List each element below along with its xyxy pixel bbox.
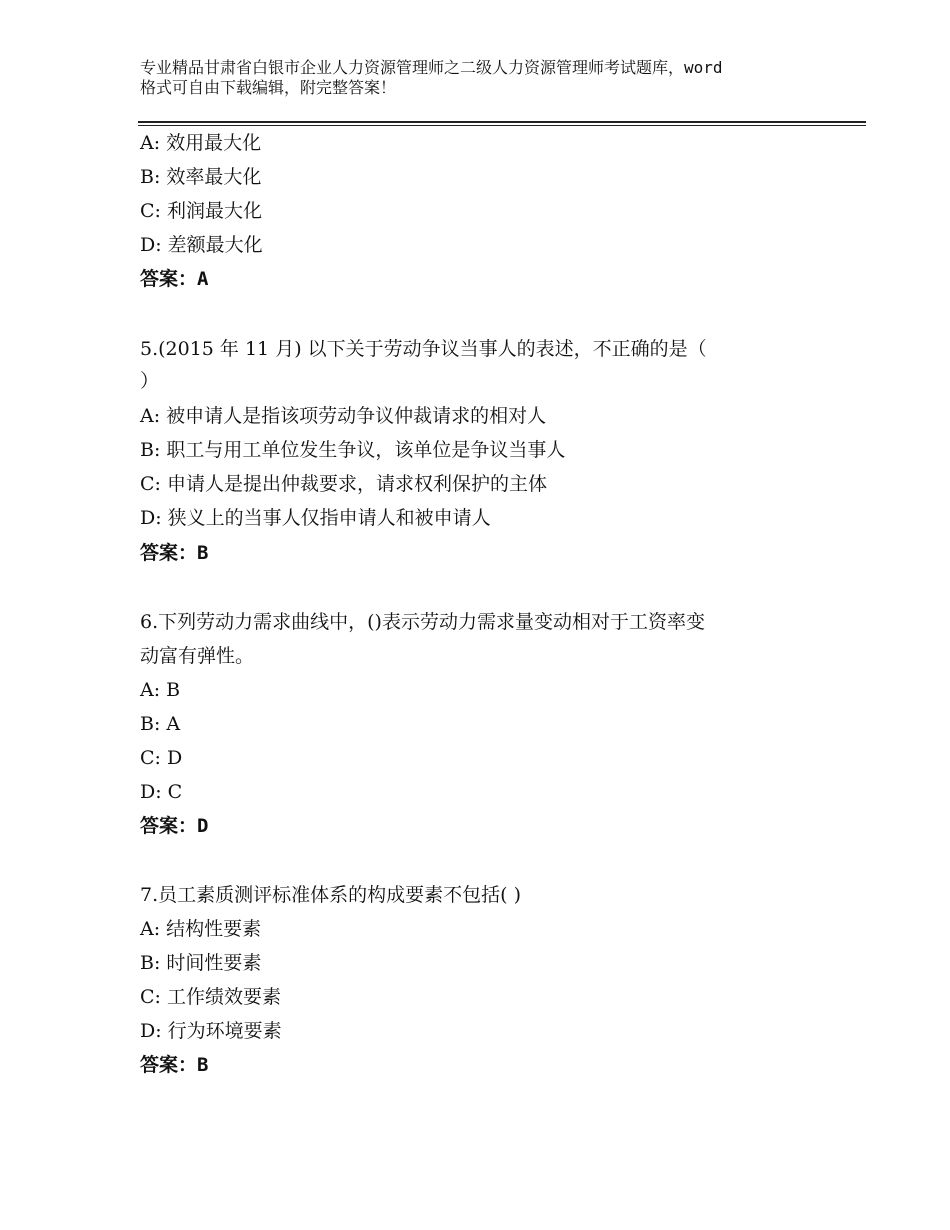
- q7-stem-line-1: 7.员工素质测评标准体系的构成要素不包括( ): [140, 884, 521, 906]
- q7-option-d: D: 行为环境要素: [140, 1020, 282, 1042]
- q6-stem-line-2: 动富有弹性。: [140, 645, 255, 667]
- q6-option-a: A: B: [140, 679, 181, 701]
- q5-option-d: D: 狭义上的当事人仅指申请人和被申请人: [140, 507, 491, 529]
- header-line-2: 格式可自由下载编辑，附完整答案！: [140, 78, 397, 97]
- q6-option-b: B: A: [140, 713, 181, 735]
- q6-answer: 答案：D: [140, 815, 209, 837]
- q7-option-a: A: 结构性要素: [140, 918, 262, 940]
- q7-answer: 答案：B: [140, 1054, 209, 1076]
- q5-answer: 答案：B: [140, 542, 209, 564]
- q5-option-c: C: 申请人是提出仲裁要求，请求权利保护的主体: [140, 473, 547, 495]
- q5-option-b: B: 职工与用工单位发生争议，该单位是争议当事人: [140, 439, 566, 461]
- q5-stem-line-2: ）: [140, 370, 160, 392]
- q5-stem-line-1: 5.(2015 年 11 月) 以下关于劳动争议当事人的表述，不正确的是（: [140, 338, 707, 360]
- header-rule-thick: [138, 121, 866, 123]
- q6-stem-line-1: 6.下列劳动力需求曲线中，()表示劳动力需求量变动相对于工资率变: [140, 611, 705, 633]
- q4-option-a: A: 效用最大化: [140, 132, 262, 154]
- q5-option-a: A: 被申请人是指该项劳动争议仲裁请求的相对人: [140, 405, 547, 427]
- header-line-1: 专业精品甘肃省白银市企业人力资源管理师之二级人力资源管理师考试题库，word: [140, 58, 723, 77]
- q4-option-d: D: 差额最大化: [140, 234, 263, 256]
- q6-option-c: C: D: [140, 747, 183, 769]
- q4-option-b: B: 效率最大化: [140, 166, 262, 188]
- header-rule-thin: [138, 125, 866, 126]
- q7-option-b: B: 时间性要素: [140, 952, 262, 974]
- document-header: [140, 58, 840, 98]
- q7-option-c: C: 工作绩效要素: [140, 986, 281, 1008]
- q4-answer: 答案：A: [140, 268, 209, 290]
- q4-option-c: C: 利润最大化: [140, 200, 262, 222]
- q6-option-d: D: C: [140, 781, 183, 803]
